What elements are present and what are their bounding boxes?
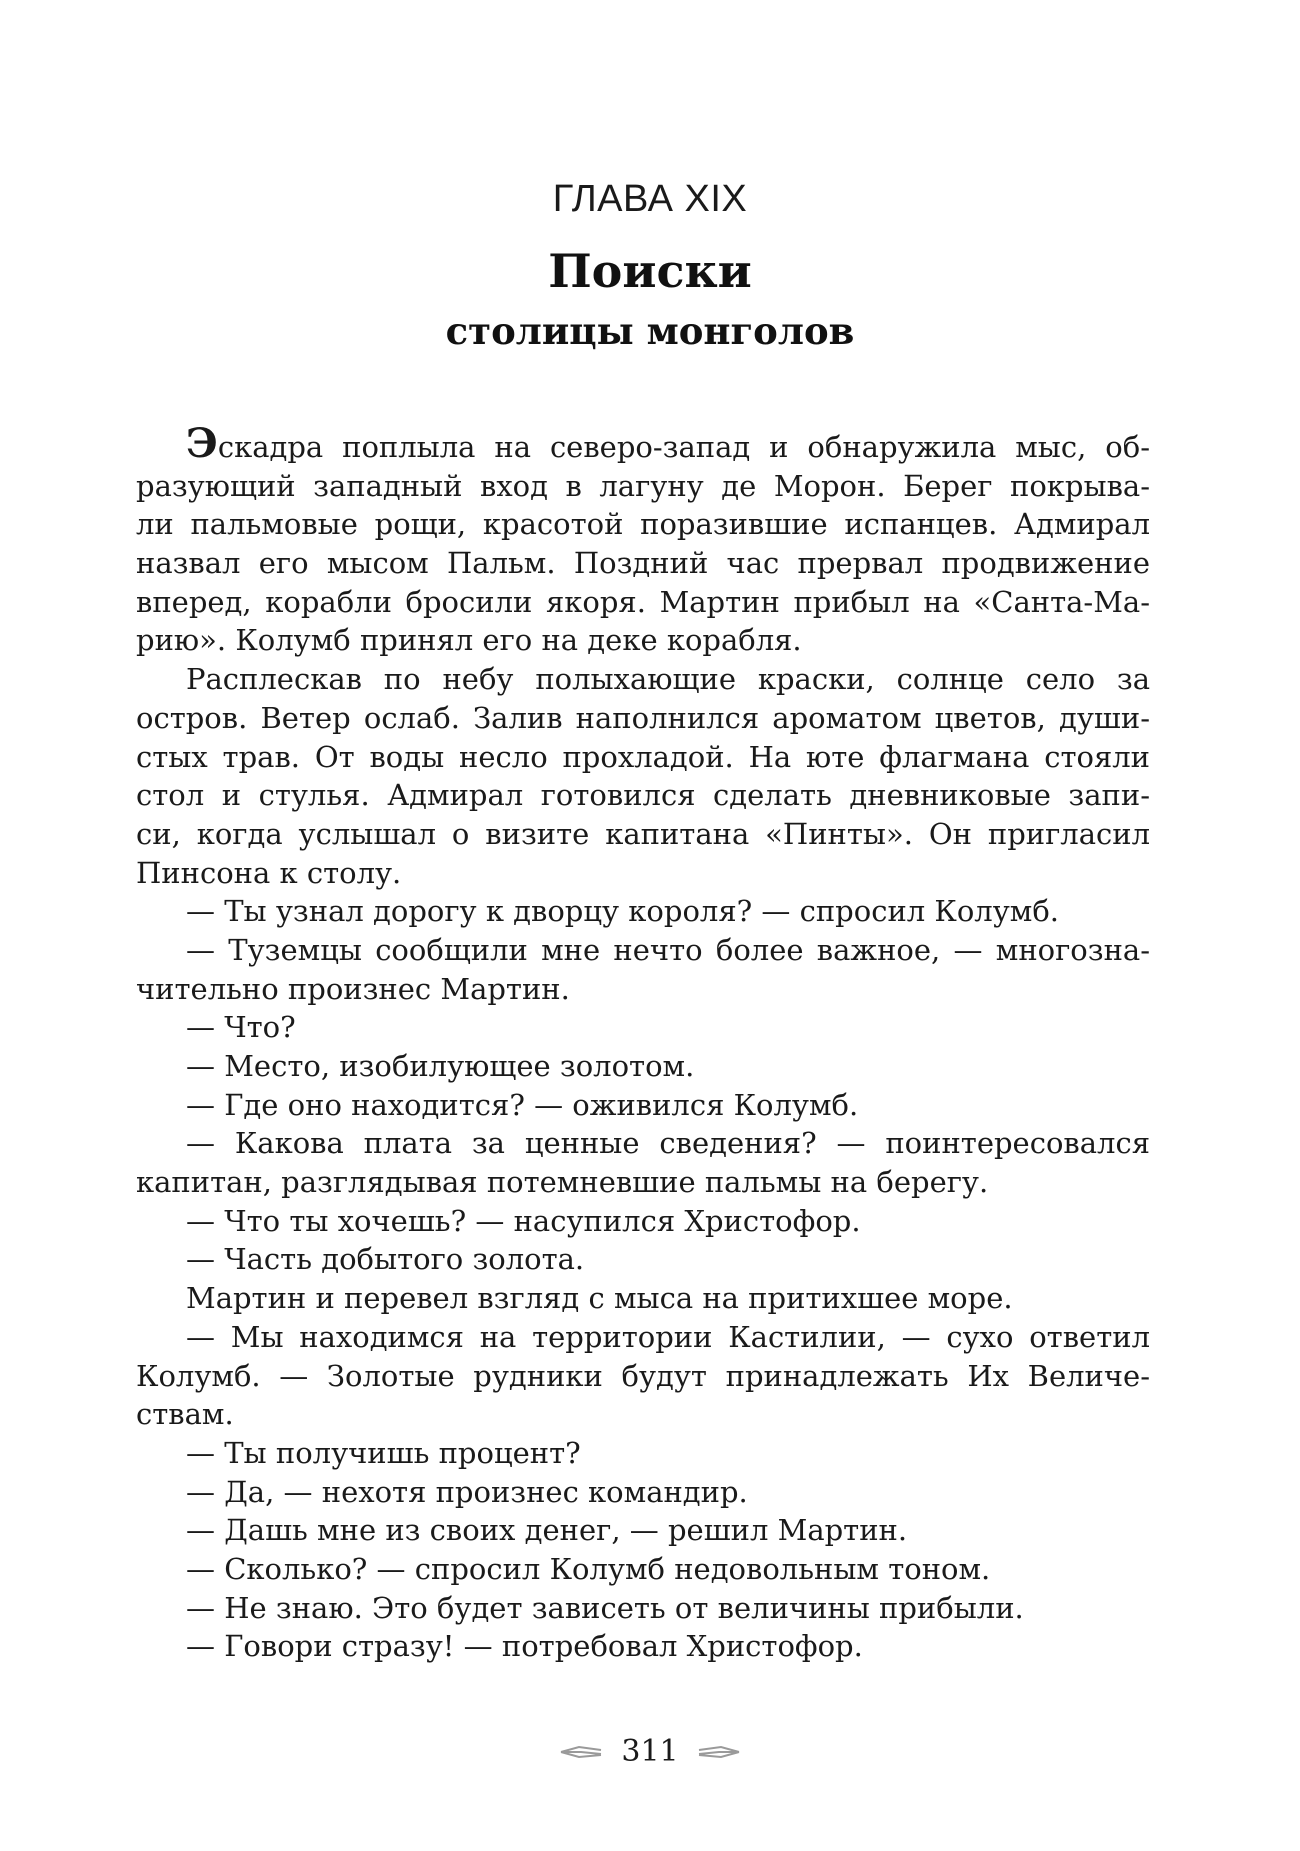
text-line: — Часть добытого золота. bbox=[186, 1242, 585, 1277]
text-line: — Говори стразу! — потребовал Христофор. bbox=[186, 1629, 863, 1664]
text-line: стол и стулья. Адмирал готовился сделать дневниковые запи- bbox=[136, 778, 1150, 813]
text-line: — Туземцы сообщили мне нечто более важное, — многозна- bbox=[186, 932, 1150, 967]
text-line: — Что? bbox=[186, 1010, 296, 1045]
text-line: ствам. bbox=[136, 1397, 234, 1432]
chapter-title-line-1: Поиски bbox=[548, 244, 752, 298]
chapter-title bbox=[0, 240, 1300, 360]
text-line: остров. Ветер ослаб. Залив наполнился ароматом цветов, души- bbox=[136, 700, 1150, 735]
right-ornament-icon bbox=[697, 1744, 741, 1760]
text-line: — Что ты хочешь? — насупился Христофор. bbox=[186, 1203, 861, 1238]
left-ornament-icon bbox=[559, 1744, 603, 1760]
text-line: — Ты узнал дорогу к дворцу короля? — спросил Колумб. bbox=[186, 894, 1060, 929]
text-line: рию». Колумб принял его на деке корабля. bbox=[136, 623, 802, 658]
text-line: — Мы находимся на территории Кастилии, — сухо ответил bbox=[186, 1319, 1150, 1354]
text-line: си, когда услышал о визите капитана «Пинты». Он пригласил bbox=[136, 816, 1150, 851]
text-line: капитан, разглядывая потемневшие пальмы на берегу. bbox=[136, 1165, 989, 1200]
text-line: вперед, корабли бросили якоря. Мартин прибыл на «Санта-Ма- bbox=[136, 584, 1150, 619]
text-line: — Не знаю. Это будет зависеть от величины прибыли. bbox=[186, 1590, 1024, 1625]
text-line bbox=[136, 420, 1150, 467]
text-line: Пинсона к столу. bbox=[136, 855, 402, 890]
text-line-content: скадра поплыла на северо-запад и обнаружила мыс, об- bbox=[217, 430, 1150, 464]
text-line: — Дашь мне из своих денег, — решил Мартин. bbox=[186, 1513, 908, 1548]
page-footer bbox=[0, 1734, 1300, 1769]
text-line: — Где оно находится? — оживился Колумб. bbox=[186, 1087, 859, 1122]
chapter-number: ГЛАВА XIX bbox=[552, 178, 748, 220]
body-text bbox=[136, 420, 1150, 1666]
text-line: назвал его мысом Пальм. Поздний час прервал продвижение bbox=[136, 546, 1150, 581]
text-line: разующий западный вход в лагуну де Морон. Берег покрыва- bbox=[136, 468, 1150, 503]
drop-cap: Э bbox=[186, 420, 218, 467]
text-line: — Сколько? — спросил Колумб недовольным тоном. bbox=[186, 1551, 991, 1586]
text-line: стых трав. От воды несло прохладой. На юте флагмана стояли bbox=[136, 739, 1150, 774]
text-line: Мартин и перевел взгляд с мыса на притихшее море. bbox=[186, 1281, 1013, 1316]
chapter-title-line-2: столицы монголов bbox=[445, 309, 855, 353]
text-line: ли пальмовые рощи, красотой поразившие испанцев. Адмирал bbox=[136, 507, 1150, 542]
text-line: — Какова плата за ценные сведения? — поинтересовался bbox=[186, 1126, 1150, 1161]
text-line: — Ты получишь процент? bbox=[186, 1435, 581, 1470]
text-line: чительно произнес Мартин. bbox=[136, 971, 570, 1006]
text-line: — Да, — нехотя произнес командир. bbox=[186, 1474, 748, 1509]
text-line: Расплескав по небу полыхающие краски, солнце село за bbox=[186, 662, 1150, 697]
text-line: Колумб. — Золотые рудники будут принадлежать Их Величе- bbox=[136, 1358, 1150, 1393]
page-number: 311 bbox=[621, 1734, 679, 1769]
text-line: — Место, изобилующее золотом. bbox=[186, 1049, 695, 1083]
